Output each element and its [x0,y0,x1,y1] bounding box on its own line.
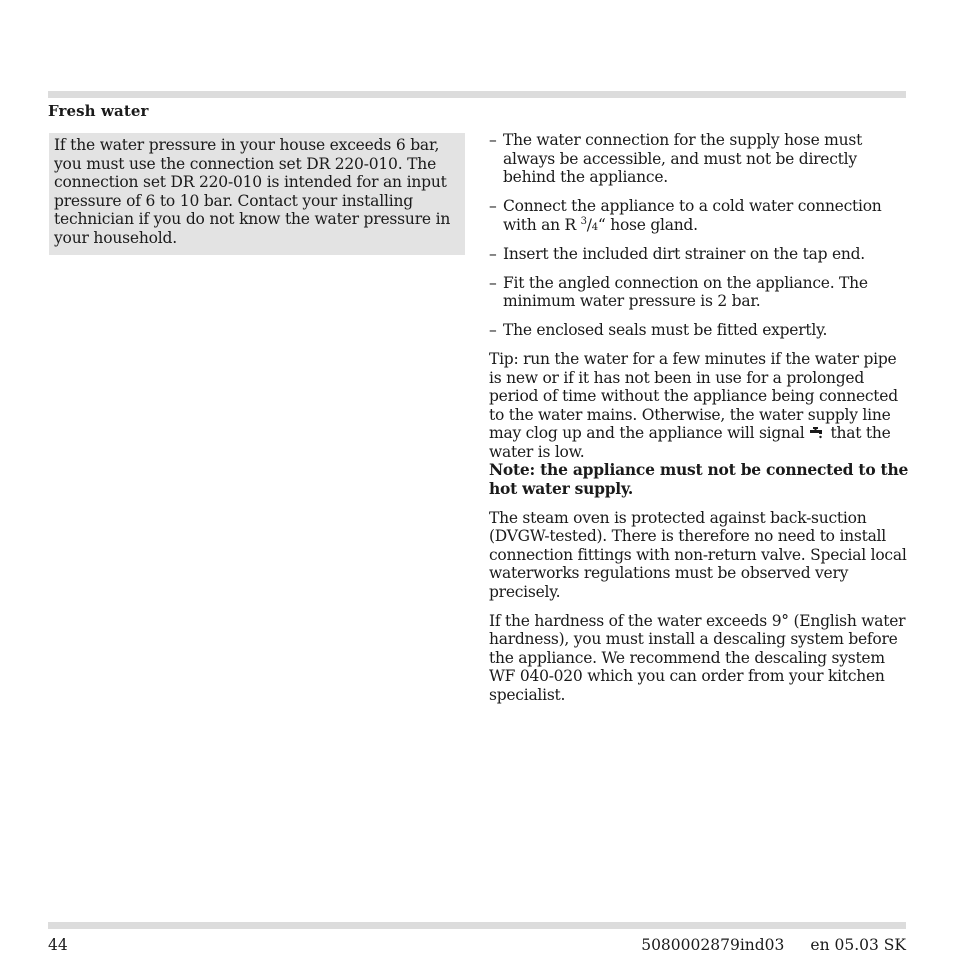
pressure-notice-box [49,133,465,255]
pressure-notice-text: If the water pressure in your house exceeds 6 bar, you must use the connection set DR 220-010. The connection set DR 220-010 is intended for an input pressure of 6 to 10 bar. Contact your installing technician if you do not know the water pressure in your household. [54,136,451,247]
list-item [489,131,909,187]
fraction-denominator: 4 [591,221,598,233]
tip-text: Tip: run the water for a few minutes if the water pipe is new or if it has not been in use for a prolonged period of time without the appliance being connected to the water mains. Otherwise, the water supply line may clog up and the appliance will signal [489,350,898,442]
list-dash: – [489,244,497,263]
water-hardness-paragraph: If the hardness of the water exceeds 9° (English water hardness), you must install a descaling system before the appliance. We recommend the descaling system WF 040-020 which you can order from your kitchen specialist. [489,611,906,704]
footer-info [641,936,906,955]
back-suction-paragraph: The steam oven is protected against back-suction (DVGW-tested). There is therefore no need to install connection fittings with non-return valve. Special local waterworks regulations must be observed very precisely. [489,508,907,601]
list-dash: – [489,273,497,292]
tip-paragraph [489,350,909,498]
list-item-text: The enclosed seals must be fitted expertly. [503,321,828,339]
fraction-slash: / [586,215,592,234]
tip-text-end: that the water is low. [489,424,891,461]
water-tap-icon [809,425,827,438]
footer-rule [48,922,906,929]
list-item-text-end: “ hose gland. [597,215,698,234]
header-rule [48,91,906,98]
hot-water-note: Note: the appliance must not be connected to the hot water supply. [489,460,909,498]
list-item-text: The water connection for the supply hose must always be accessible, and must not be directly behind the appliance. [503,131,863,186]
list-item-text: Connect the appliance to a cold water connection with an R [503,197,882,234]
list-item-text: Insert the included dirt strainer on the tap end. [503,244,865,263]
edition-label: en 05.03 SK [810,936,906,954]
list-dash: – [489,321,497,339]
list-dash: – [489,197,497,215]
list-item [489,321,909,340]
fraction-numerator: 3 [580,215,587,227]
list-item [489,274,909,311]
list-item [489,245,909,264]
list-item-text: Fit the angled connection on the appliance. The minimum water pressure is 2 bar. [503,273,868,310]
page-number: 44 [48,936,68,954]
document-code: 5080002879ind03 [641,936,785,954]
instructions-column [489,131,909,715]
list-dash: – [489,131,497,149]
list-item [489,197,909,234]
section-heading: Fresh water [48,102,149,120]
